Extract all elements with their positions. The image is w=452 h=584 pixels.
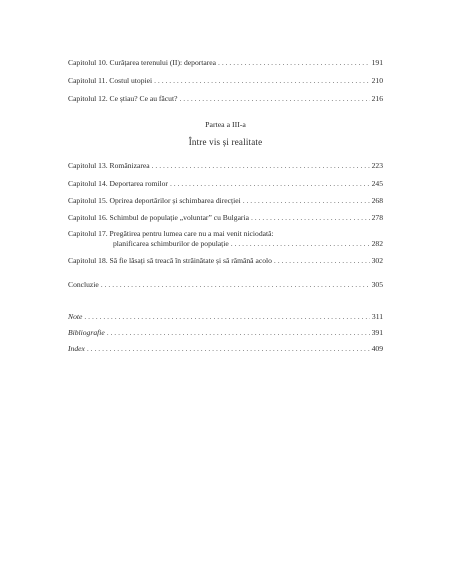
leader-dots [274, 256, 370, 266]
toc-entry-page: 278 [371, 213, 383, 222]
toc-entry-page: 210 [371, 76, 383, 85]
leader-dots [87, 344, 370, 354]
toc-entry-page: 305 [371, 280, 383, 289]
leader-dots [243, 196, 370, 206]
toc-entry-label: Bibliografie [68, 328, 105, 337]
leader-dots [107, 328, 370, 338]
toc-entry-page: 391 [371, 328, 383, 337]
toc-entry-label: Capitolul 14. Deportarea romilor [68, 179, 168, 188]
leader-dots [218, 58, 370, 68]
leader-dots [231, 239, 370, 249]
toc-entry-page: 268 [371, 196, 383, 205]
toc-entry-chapter-17 [68, 229, 383, 249]
toc-entry-page: 409 [371, 344, 383, 353]
toc-entry-chapter-16 [68, 213, 383, 223]
leader-dots [152, 161, 370, 171]
part-title: Între vis și realitate [188, 137, 263, 147]
toc-entry-index [68, 344, 383, 354]
toc-entry-page: 216 [371, 94, 383, 103]
toc-entry-chapter-12 [68, 94, 383, 104]
leader-dots [179, 94, 369, 104]
toc-entry-label: Capitolul 15. Oprirea deportărilor și schimbarea direcției [68, 196, 241, 205]
toc-entry-page: 311 [371, 312, 383, 321]
toc-entry-conclusion [68, 280, 383, 290]
toc-entry-label: Capitolul 12. Ce știau? Ce au făcut? [68, 94, 178, 103]
toc-entry-page: 282 [371, 239, 383, 248]
toc-entry-label: Index [68, 344, 85, 353]
toc-entry-chapter-18 [68, 256, 383, 266]
toc-entry-chapter-14 [68, 179, 383, 189]
toc-entry-chapter-13 [68, 161, 383, 171]
toc-entry-label: Capitolul 16. Schimbul de populație „voluntar” cu Bulgaria [68, 213, 249, 222]
leader-dots [101, 280, 370, 290]
toc-entry-label: Note [68, 312, 83, 321]
toc-entry-label-line2: planificarea schimburilor de populație [113, 239, 229, 248]
leader-dots [170, 179, 370, 189]
toc-entry-label: Capitolul 13. Românizarea [68, 161, 150, 170]
toc-entry-page: 191 [371, 58, 383, 67]
toc-entry-label: Capitolul 11. Costul utopiei [68, 76, 153, 85]
toc-entry-label: Capitolul 10. Curățarea terenului (II): deportarea [68, 58, 217, 67]
leader-dots [251, 213, 370, 223]
toc-entry-chapter-11 [68, 76, 383, 86]
toc-entry-page: 245 [371, 179, 383, 188]
toc-entry-notes [68, 312, 383, 322]
toc-entry-label: Capitolul 18. Să fie lăsați să treacă în străinătate și să rămână acolo [68, 256, 272, 265]
toc-entry-bibliography [68, 328, 383, 338]
toc-entry-label-line1: Capitolul 17. Pregătirea pentru lumea care nu a mai venit niciodată: [68, 229, 274, 238]
toc-entry-page: 302 [371, 256, 383, 265]
toc-entry-chapter-10 [68, 58, 383, 68]
toc-entry-label: Concluzie [68, 280, 99, 289]
leader-dots [154, 76, 370, 86]
toc-entry-continuation [68, 239, 383, 249]
toc-entry-chapter-15 [68, 196, 383, 206]
leader-dots [84, 312, 370, 322]
part-heading: Partea a III-a [205, 120, 246, 129]
toc-entry-page: 223 [371, 161, 383, 170]
